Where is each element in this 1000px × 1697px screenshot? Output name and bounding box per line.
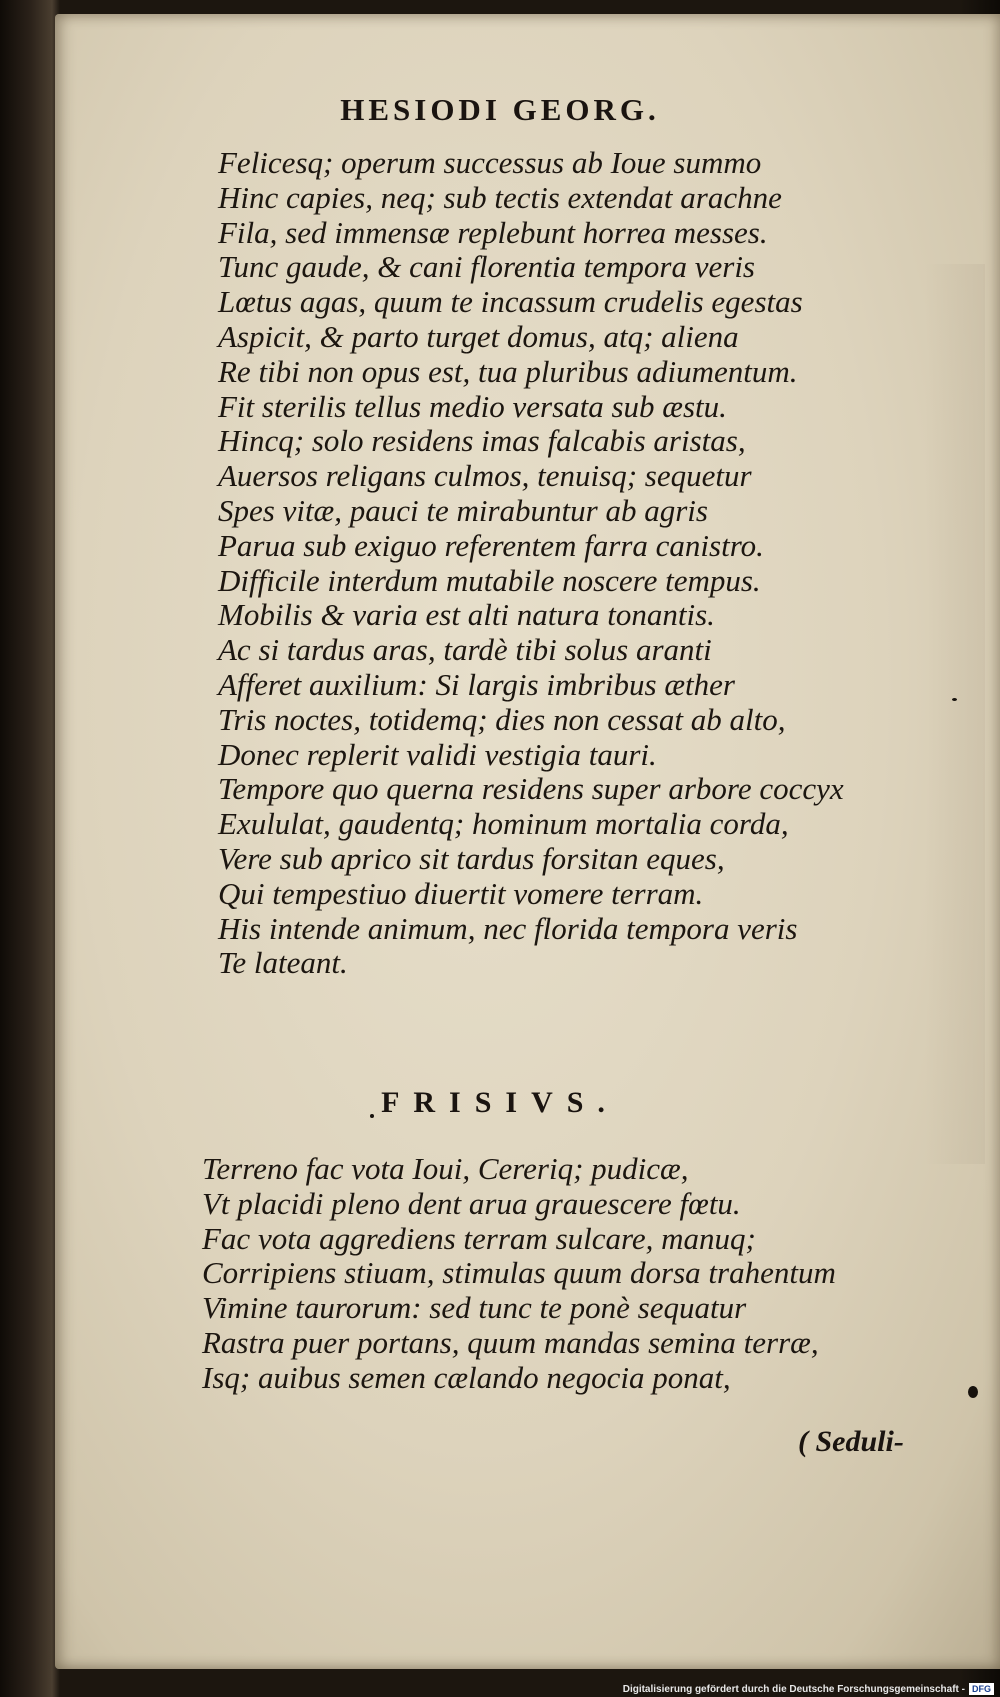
verse-line: Te lateant. [218,945,348,981]
verse-line: Afferet auxilium: Si largis imbribus æther [218,666,735,702]
verse-line: Rastra puer portans, quum mandas semina terræ, [202,1324,819,1360]
verse-line: Hinc capies, neq; sub tectis extendat arachne [218,179,782,215]
verse-block-hesiod [218,146,948,981]
verse-line: Donec replerit validi vestigia tauri. [218,736,657,772]
verse-line: Hincq; solo residens imas falcabis aristas, [218,423,746,459]
verse-line: Corripiens stiuam, stimulas quum dorsa trahentum [202,1255,836,1291]
verse-line: Auersos religans culmos, tenuisq; sequetur [218,458,752,494]
running-head: HESIODI GEORG. [340,92,660,127]
ink-blot [952,698,957,701]
verse-line: Vt placidi pleno dent arua grauescere fœtu. [202,1185,741,1221]
verse-line: Exululat, gaudentq; hominum mortalia corda, [218,806,789,842]
verse-line: Vimine taurorum: sed tunc te ponè sequatur [202,1290,747,1326]
verse-line: Fit sterilis tellus medio versata sub æstu. [218,388,727,424]
verse-line: Vere sub aprico sit tardus forsitan eques, [218,840,725,876]
verse-line: Aspicit, & parto turget domus, atq; aliena [218,318,739,354]
verse-line: Ac si tardus aras, tardè tibi solus aranti [218,632,712,668]
verse-line: Lœtus agas, quum te incassum crudelis egestas [218,284,803,320]
verse-line: Qui tempestiuo diuertit vomere terram. [218,875,704,911]
verse-line: Difficile interdum mutabile noscere tempus. [218,562,761,598]
digitization-credit [623,1683,994,1695]
ink-blot [968,1386,978,1398]
verse-line: Mobilis & varia est alti natura tonantis. [218,597,715,633]
verse-line: Terreno fac vota Ioui, Cereriq; pudicæ, [202,1151,689,1186]
ink-blot [370,1114,374,1118]
verse-line: Tempore quo querna residens super arbore coccyx [218,771,844,807]
catchword: ( Seduli- [798,1425,904,1458]
verse-line: Re tibi non opus est, tua pluribus adiumentum. [218,353,798,389]
credit-text: Digitalisierung gefördert durch die Deutsche Forschungsgemeinschaft - [622,1683,965,1695]
verse-line: Parua sub exiguo referentem farra canistro. [218,527,764,563]
verse-line: Isq; auibus semen cælando negocia ponat, [202,1359,731,1395]
verse-line: Fac vota aggrediens terram sulcare, manuq; [202,1220,756,1256]
verse-line: His intende animum, nec florida tempora veris [218,910,798,946]
verse-block-frisius [202,1152,932,1396]
verse-line: Spes vitæ, pauci te mirabuntur ab agris [218,492,708,528]
dfg-logo: DFG [969,1683,994,1695]
section-heading: FRISIVS. [381,1086,619,1119]
verse-line: Tunc gaude, & cani florentia tempora veris [218,249,755,285]
verse-line: Tris noctes, totidemq; dies non cessat ab alto, [218,701,786,737]
verse-line: Fila, sed immensæ replebunt horrea messes. [218,214,768,250]
verse-line: Felicesq; operum successus ab Ioue summo [218,145,762,180]
